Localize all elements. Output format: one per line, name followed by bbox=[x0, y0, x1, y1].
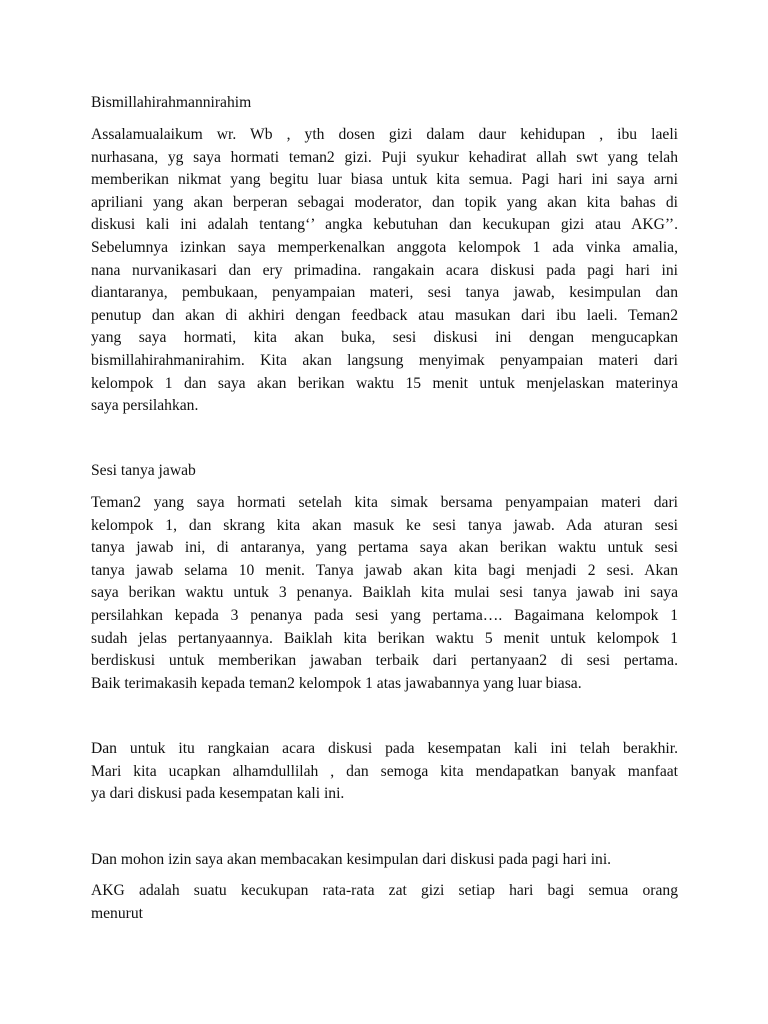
paragraph-line: memberikan nikmat yang begitu luar biasa untuk kita semua. Pagi hari ini saya arni bbox=[91, 171, 678, 189]
paragraph-line: penutup dan akan di akhiri dengan feedback atau masukan dari ibu laeli. Teman2 bbox=[91, 306, 678, 324]
document-heading bbox=[91, 92, 678, 115]
akg-paragraph bbox=[91, 880, 678, 925]
paragraph-line: berdiskusi untuk memberikan jawaban terbaik dari pertanyaan2 di sesi pertama. bbox=[91, 652, 678, 670]
opening-paragraph bbox=[91, 124, 678, 418]
paragraph-line: Mari kita ucapkan alhamdullilah , dan semoga kita mendapatkan banyak manfaat bbox=[91, 762, 678, 780]
qa-paragraph bbox=[91, 492, 678, 695]
paragraph-line: diskusi kali ini adalah tentang‘’ angka kebutuhan dan kecukupan gizi atau AKG’’. bbox=[91, 216, 678, 234]
paragraph-line: nana nurvanikasari dan ery primadina. rangakain acara diskusi pada pagi hari ini bbox=[91, 261, 678, 279]
paragraph-line: tanya jawab ini, di antaranya, yang pertama saya akan berikan waktu untuk sesi bbox=[91, 539, 678, 557]
paragraph-line: sudah jelas pertanyaannya. Baiklah kita berikan waktu 5 menit untuk kelompok 1 bbox=[91, 629, 678, 647]
paragraph-line: saya persilahkan. bbox=[91, 397, 199, 415]
paragraph-line: menurut bbox=[91, 904, 143, 922]
paragraph-line: Assalamualaikum wr. Wb , yth dosen gizi dalam daur kehidupan , ibu laeli bbox=[91, 126, 678, 143]
paragraph-line: saya berikan waktu untuk 3 penanya. Baiklah kita mulai sesi tanya jawab ini saya bbox=[91, 584, 678, 602]
paragraph-line: Teman2 yang saya hormati setelah kita simak bersama penyampaian materi dari bbox=[91, 494, 678, 511]
conclusion-intro bbox=[91, 849, 678, 872]
paragraph-line: diantaranya, pembukaan, penyampaian materi, sesi tanya jawab, kesimpulan dan bbox=[91, 284, 678, 302]
closing-paragraph bbox=[91, 738, 678, 806]
paragraph-line: nurhasana, yg saya hormati teman2 gizi. Puji syukur kehadirat allah swt yang telah bbox=[91, 148, 678, 166]
heading-line: Bismillahirahmannirahim bbox=[91, 94, 252, 111]
paragraph-line: Baik terimakasih kepada teman2 kelompok 1 atas jawabannya yang luar biasa. bbox=[91, 674, 582, 692]
paragraph-line: kelompok 1, dan skrang kita akan masuk ke sesi tanya jawab. Ada aturan sesi bbox=[91, 516, 678, 534]
paragraph-line: yang saya hormati, kita akan buka, sesi diskusi ini dengan mengucapkan bbox=[91, 329, 678, 347]
section-title-line: Sesi tanya jawab bbox=[91, 462, 196, 479]
paragraph-line: Dan untuk itu rangkaian acara diskusi pada kesempatan kali ini telah berakhir. bbox=[91, 740, 678, 757]
paragraph-line: ya dari diskusi pada kesempatan kali ini. bbox=[91, 785, 345, 803]
paragraph-line: persilahkan kepada 3 penanya pada sesi yang pertama…. Bagaimana kelompok 1 bbox=[91, 606, 678, 624]
paragraph-line: bismillahirahmanirahim. Kita akan langsung menyimak penyampaian materi dari bbox=[91, 351, 678, 369]
paragraph-line: tanya jawab selama 10 menit. Tanya jawab akan kita bagi menjadi 2 sesi. Akan bbox=[91, 561, 678, 579]
paragraph-line: apriliani yang akan berperan sebagai moderator, dan topik yang akan kita bahas di bbox=[91, 193, 678, 211]
paragraph-line: Sebelumnya izinkan saya memperkenalkan anggota kelompok 1 ada vinka amalia, bbox=[91, 238, 678, 256]
section-title bbox=[91, 460, 678, 483]
paragraph-line: AKG adalah suatu kecukupan rata-rata zat gizi setiap hari bagi semua orang bbox=[91, 882, 678, 899]
paragraph-line: Dan mohon izin saya akan membacakan kesimpulan dari diskusi pada pagi hari ini. bbox=[91, 851, 612, 868]
paragraph-line: kelompok 1 dan saya akan berikan waktu 15 menit untuk menjelaskan materinya bbox=[91, 374, 678, 392]
